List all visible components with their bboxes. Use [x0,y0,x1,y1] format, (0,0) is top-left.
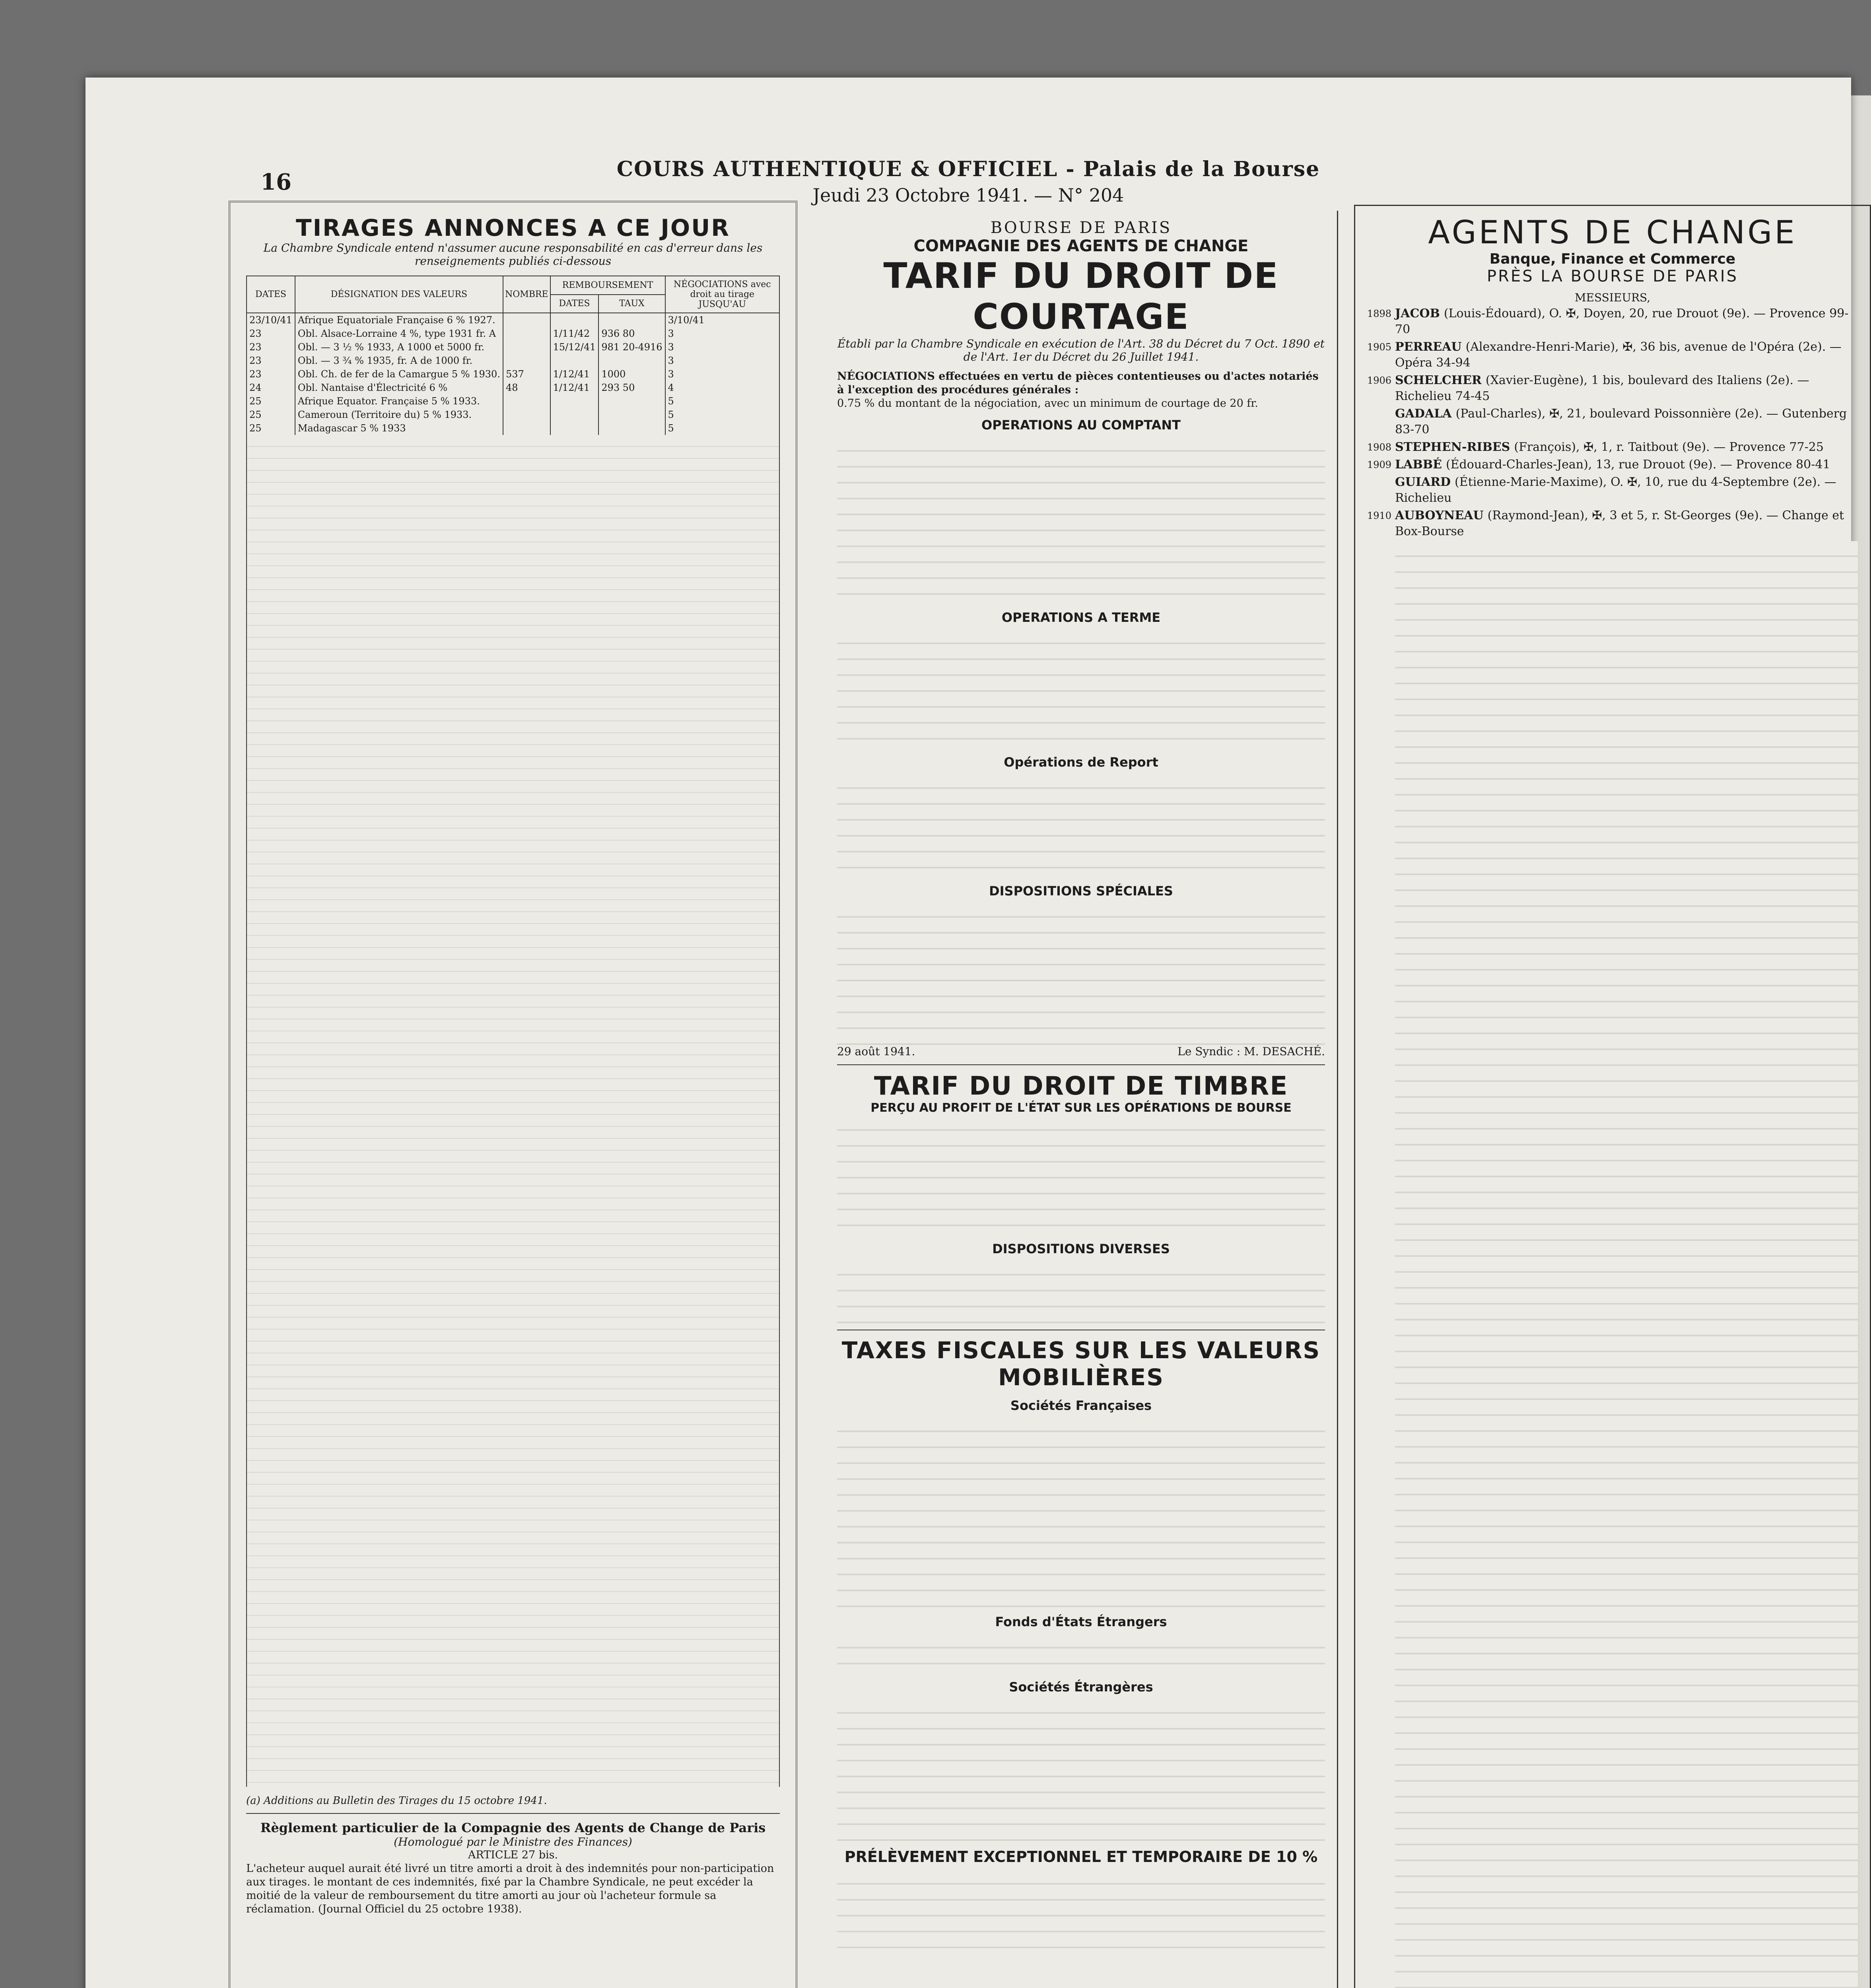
page-title: COURS AUTHENTIQUE & OFFICIEL - Palais de la Bourse [616,157,1320,181]
societes-francaises-text [837,1416,1325,1607]
table-cell [503,327,550,340]
agents-sub1: Banque, Finance et Commerce [1489,251,1736,267]
reglement-article: ARTICLE 27 bis. [468,1849,558,1861]
speciales-text [837,902,1325,1045]
table-cell: 5 [665,394,779,408]
courtage-established: Établi par la Chambre Syndicale en exécution de l'Art. 38 du Décret du 7 Oct. 1890 et de l'Art. 1er du Décret du 26 Juillet 1941. [837,337,1325,363]
col-header-taux: TAUX [598,295,665,313]
agent-name: GUIARD [1395,475,1451,489]
table-cell: 23 [247,340,295,354]
table-cell: 3 [665,340,779,354]
table-cell: Obl. — 3 ½ % 1933, A 1000 et 5000 fr. [295,340,503,354]
table-cell: Obl. Alsace-Lorraine 4 %, type 1931 fr. A [295,327,503,340]
table-cell [598,421,665,435]
tirages-remaining-rows [246,435,780,1787]
table-cell: 25 [247,408,295,421]
agent-details: (Louis-Édouard), O. ✠, Doyen, 20, rue Drouot (9e). — Provence 99-70 [1395,307,1849,336]
agents-column [1354,205,1871,1988]
table-row [247,340,779,354]
tirages-column [229,201,797,1988]
table-cell: 1/12/41 [550,367,599,381]
agents-messieurs: MESSIEURS, [1574,291,1651,304]
diverses-text [837,1260,1325,1323]
agent-details: (Xavier-Eugène), 1 bis, boulevard des Italiens (2e). — Richelieu 74-45 [1395,373,1809,403]
agent-year: 1898 [1367,308,1392,319]
agent-name: PERREAU [1395,340,1462,354]
table-cell: Obl. Nantaise d'Électricité 6 % [295,381,503,394]
table-row [247,327,779,340]
agent-entry [1367,457,1858,473]
agent-name: SCHELCHER [1395,373,1482,387]
terme-heading: OPERATIONS A TERME [1001,610,1161,625]
report-text [837,773,1325,876]
fonds-etats-heading: Fonds d'États Étrangers [995,1614,1167,1629]
courtage-title: TARIF DU DROIT DE COURTAGE [883,255,1279,337]
agent-details: (Étienne-Marie-Maxime), O. ✠, 10, rue du 4-Septembre (2e). — Richelieu [1395,475,1836,505]
tirages-table [246,276,780,435]
signed-date: 29 août 1941. [837,1045,915,1058]
table-cell [503,421,550,435]
table-cell [598,354,665,367]
syndic-signature: Le Syndic : M. DESACHÉ. [1177,1045,1325,1058]
agent-year: 1910 [1367,510,1392,521]
col-header-negociations: NÉGOCIATIONS avec droit au tirage JUSQU'AU [665,276,779,313]
table-cell [550,313,599,327]
table-cell: 23/10/41 [247,313,295,327]
timbre-subtitle: PERÇU AU PROFIT DE L'ÉTAT SUR LES OPÉRATIONS DE BOURSE [870,1101,1292,1115]
agent-name: AUBOYNEAU [1395,509,1484,522]
agent-details: (Alexandre-Henri-Marie), ✠, 36 bis, avenue de l'Opéra (2e). — Opéra 34-94 [1395,340,1842,370]
table-cell: 936 80 [598,327,665,340]
table-cell: 25 [247,394,295,408]
reglement-text: L'acheteur auquel aurait été livré un titre amorti a droit à des indemnités pour non-participation aux tirages. le montant de ces indemnités, fixé par la Chambre Syndicale, ne peut excéder la moitié de la valeur de remboursement du titre amorti au jour où l'acheteur formule sa réclamation. (Journal Officiel du 25 octobre 1938). [246,1862,774,1915]
table-cell: 4 [665,381,779,394]
table-cell: 24 [247,381,295,394]
agent-details: (Édouard-Charles-Jean), 13, rue Drouot (9e). — Provence 80-41 [1446,458,1830,472]
table-cell: Obl. Ch. de fer de la Camargue 5 % 1930. [295,367,503,381]
table-cell: 5 [665,421,779,435]
negociations-text: NÉGOCIATIONS effectuées en vertu de pièces contentieuses ou d'actes notariés à l'exception des procédures générales : [837,370,1319,396]
terme-text [837,628,1325,747]
table-row [247,421,779,435]
table-cell: 3 [665,367,779,381]
table-row [247,313,779,327]
signature-line [837,1045,1325,1058]
table-cell [503,354,550,367]
table-cell [598,408,665,421]
agents-title: AGENTS DE CHANGE [1428,214,1797,251]
col-header-rdates: DATES [550,295,599,313]
agent-entry [1367,373,1858,404]
societes-etrangeres-heading: Sociétés Étrangères [1009,1679,1153,1695]
table-cell: 3 [665,354,779,367]
timbre-title: TARIF DU DROIT DE TIMBRE [874,1072,1288,1101]
col-header-remboursement: REMBOURSEMENT [550,276,665,295]
table-cell: 23 [247,327,295,340]
table-cell: 23 [247,367,295,381]
table-cell: 293 50 [598,381,665,394]
prelevement-text [837,1869,1325,1948]
prelevement-heading: PRÉLÈVEMENT EXCEPTIONNEL ET TEMPORAIRE DE 10 % [844,1848,1318,1866]
table-row [247,367,779,381]
table-cell: Obl. — 3 ¾ % 1935, fr. A de 1000 fr. [295,354,503,367]
agent-year: 1908 [1367,442,1392,453]
agent-year: 1906 [1367,375,1392,386]
bourse-label: BOURSE DE PARIS [990,219,1172,237]
agent-name: GADALA [1395,407,1452,421]
table-cell: 537 [503,367,550,381]
compagnie-label: COMPAGNIE DES AGENTS DE CHANGE [913,237,1249,255]
newspaper-page [85,78,1851,1988]
agent-details: (Raymond-Jean), ✠, 3 et 5, r. St-Georges (9e). — Change et Box-Bourse [1395,509,1844,538]
comptant-text [837,436,1325,603]
agent-entry [1367,339,1858,371]
table-row [247,354,779,367]
agents-list [1367,306,1858,540]
tirages-note: (a) Additions au Bulletin des Tirages du 15 octobre 1941. [246,1795,547,1807]
agents-sub2: PRÈS LA BOURSE DE PARIS [1487,267,1738,285]
timbre-text [837,1115,1325,1234]
table-cell: Cameroun (Territoire du) 5 % 1933. [295,408,503,421]
table-cell: 25 [247,421,295,435]
table-cell [598,313,665,327]
table-cell: Madagascar 5 % 1933 [295,421,503,435]
tirages-subtitle: La Chambre Syndicale entend n'assumer aucune responsabilité en cas d'erreur dans les renseignements publiés ci-dessous [263,241,763,268]
page-header [85,157,1851,206]
agent-name: STEPHEN-RIBES [1395,440,1510,454]
col-header-nombre: NOMBRE [503,276,550,313]
agent-entry [1367,439,1858,455]
table-cell [550,421,599,435]
page-date: Jeudi 23 Octobre 1941. — N° 204 [812,184,1124,206]
table-cell [503,340,550,354]
agent-year: 1909 [1367,459,1392,470]
table-cell [550,408,599,421]
reglement-subtitle: (Homologué par le Ministre des Finances) [394,1835,632,1848]
table-cell: 3 [665,327,779,340]
agent-entry [1367,474,1858,506]
speciales-heading: DISPOSITIONS SPÉCIALES [989,883,1173,899]
table-cell: 1/11/42 [550,327,599,340]
societes-etrangeres-text [837,1698,1325,1841]
negociations-rate: 0.75 % du montant de la négociation, avec un minimum de courtage de 20 fr. [837,397,1258,410]
taxes-title: TAXES FISCALES SUR LES VALEURS MOBILIÈRES [841,1337,1321,1391]
table-cell: 5 [665,408,779,421]
table-cell: Afrique Equatoriale Française 6 % 1927. [295,313,503,327]
table-cell: 48 [503,381,550,394]
table-cell: 23 [247,354,295,367]
agent-year [1367,474,1395,506]
table-cell [598,394,665,408]
table-cell [503,394,550,408]
col-header-dates: DATES [247,276,295,313]
table-cell: 1/12/41 [550,381,599,394]
agents-remaining-list [1395,541,1858,1988]
table-row [247,381,779,394]
table-cell [503,408,550,421]
societes-francaises-heading: Sociétés Françaises [1010,1398,1152,1413]
fonds-etats-text [837,1633,1325,1672]
agent-name: JACOB [1395,307,1440,320]
diverses-heading: DISPOSITIONS DIVERSES [992,1241,1170,1256]
agent-details: (Paul-Charles), ✠, 21, boulevard Poissonnière (2e). — Gutenberg 83-70 [1395,407,1847,437]
table-cell: 15/12/41 [550,340,599,354]
table-cell: 1000 [598,367,665,381]
table-cell: 981 20-4916 [598,340,665,354]
table-cell [550,394,599,408]
agent-name: LABBÉ [1395,458,1442,472]
col-header-designation: DÉSIGNATION DES VALEURS [295,276,503,313]
agent-details: (François), ✠, 1, r. Taitbout (9e). — Provence 77-25 [1514,440,1824,454]
reglement-title: Règlement particulier de la Compagnie des Agents de Change de Paris [260,1820,766,1835]
comptant-heading: OPERATIONS AU COMPTANT [981,417,1181,433]
table-cell [550,354,599,367]
agent-year: 1905 [1367,342,1392,353]
agent-entry [1367,406,1858,438]
table-row [247,408,779,421]
table-cell: Afrique Equator. Française 5 % 1933. [295,394,503,408]
agent-year [1367,406,1395,438]
report-heading: Opérations de Report [1004,755,1158,770]
tarifs-column [825,211,1338,1988]
table-cell [503,313,550,327]
page-number: 16 [260,169,291,195]
agent-entry [1367,306,1858,338]
table-row [247,394,779,408]
agent-entry [1367,508,1858,540]
table-cell: 3/10/41 [665,313,779,327]
tirages-title: TIRAGES ANNONCES A CE JOUR [296,214,730,241]
